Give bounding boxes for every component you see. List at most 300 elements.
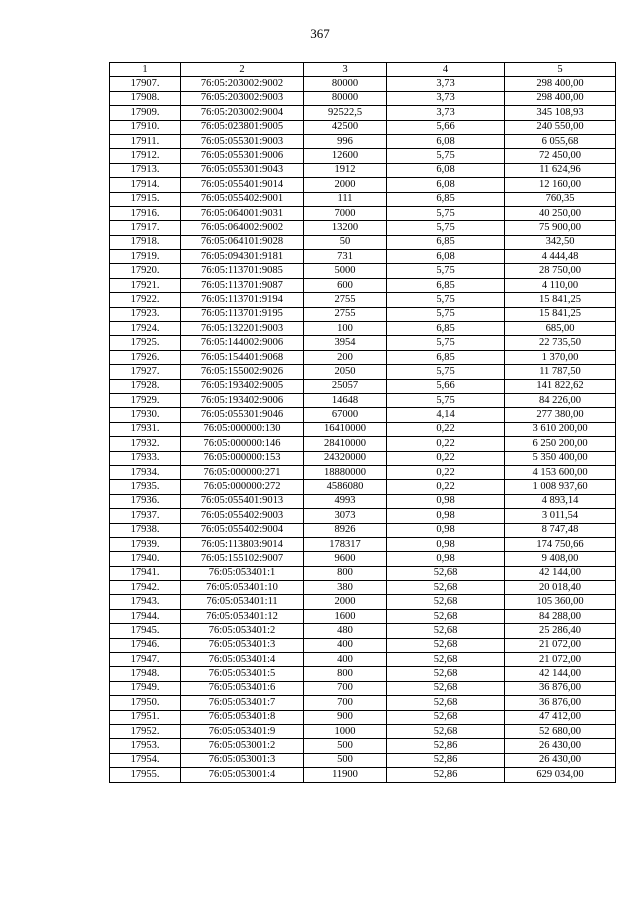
cadastral-number-cell: 76:05:053401:5 (181, 667, 304, 681)
cadastral-number-cell: 76:05:053401:10 (181, 581, 304, 595)
amount-cell: 15 841,25 (505, 293, 616, 307)
amount-cell: 141 822,62 (505, 379, 616, 393)
rate-cell: 4,14 (387, 408, 505, 422)
table-row (110, 163, 616, 177)
area-cell: 24320000 (304, 451, 387, 465)
amount-cell: 21 072,00 (505, 653, 616, 667)
table-row (110, 264, 616, 278)
cadastral-number-cell: 76:05:053401:1 (181, 566, 304, 580)
amount-cell: 3 011,54 (505, 509, 616, 523)
area-cell: 4993 (304, 494, 387, 508)
row-number-cell: 17921. (110, 278, 181, 292)
cadastral-number-cell: 76:05:055402:9004 (181, 523, 304, 537)
area-cell: 1600 (304, 609, 387, 623)
cadastral-number-cell: 76:05:155102:9007 (181, 552, 304, 566)
cadastral-number-cell: 76:05:064002:9002 (181, 221, 304, 235)
area-cell: 80000 (304, 91, 387, 105)
rate-cell: 52,68 (387, 696, 505, 710)
amount-cell: 8 747,48 (505, 523, 616, 537)
table-row (110, 422, 616, 436)
area-cell: 2000 (304, 595, 387, 609)
area-cell: 14648 (304, 393, 387, 407)
area-cell: 42500 (304, 120, 387, 134)
table-row (110, 178, 616, 192)
area-cell: 996 (304, 134, 387, 148)
amount-cell: 21 072,00 (505, 638, 616, 652)
rate-cell: 52,68 (387, 595, 505, 609)
row-number-cell: 17955. (110, 768, 181, 782)
amount-cell: 5 350 400,00 (505, 451, 616, 465)
page-number: 367 (310, 26, 330, 41)
amount-cell: 9 408,00 (505, 552, 616, 566)
row-number-cell: 17926. (110, 350, 181, 364)
row-number-cell: 17918. (110, 235, 181, 249)
table-row (110, 134, 616, 148)
rate-cell: 3,73 (387, 106, 505, 120)
table-row (110, 250, 616, 264)
area-cell: 13200 (304, 221, 387, 235)
amount-cell: 47 412,00 (505, 710, 616, 724)
table-row (110, 494, 616, 508)
rate-cell: 6,08 (387, 163, 505, 177)
row-number-cell: 17922. (110, 293, 181, 307)
amount-cell: 84 226,00 (505, 393, 616, 407)
column-header: 2 (181, 63, 304, 77)
area-cell: 4586080 (304, 480, 387, 494)
cadastral-number-cell: 76:05:053401:11 (181, 595, 304, 609)
area-cell: 731 (304, 250, 387, 264)
cadastral-number-cell: 76:05:203002:9004 (181, 106, 304, 120)
rate-cell: 5,75 (387, 149, 505, 163)
table-row (110, 624, 616, 638)
rate-cell: 0,98 (387, 523, 505, 537)
table-row (110, 480, 616, 494)
row-number-cell: 17951. (110, 710, 181, 724)
amount-cell: 22 735,50 (505, 336, 616, 350)
area-cell: 2050 (304, 365, 387, 379)
row-number-cell: 17925. (110, 336, 181, 350)
table-row (110, 221, 616, 235)
rate-cell: 0,98 (387, 509, 505, 523)
rate-cell: 6,85 (387, 235, 505, 249)
amount-cell: 4 110,00 (505, 278, 616, 292)
cadastral-number-cell: 76:05:113701:9194 (181, 293, 304, 307)
amount-cell: 25 286,40 (505, 624, 616, 638)
table-row (110, 278, 616, 292)
cadastral-number-cell: 76:05:113803:9014 (181, 537, 304, 551)
table-row (110, 465, 616, 479)
area-cell: 5000 (304, 264, 387, 278)
cadastral-number-cell: 76:05:203002:9003 (181, 91, 304, 105)
cadastral-number-cell: 76:05:064001:9031 (181, 206, 304, 220)
amount-cell: 277 380,00 (505, 408, 616, 422)
amount-cell: 1 370,00 (505, 350, 616, 364)
amount-cell: 174 750,66 (505, 537, 616, 551)
rate-cell: 0,98 (387, 537, 505, 551)
rate-cell: 5,75 (387, 336, 505, 350)
table-row (110, 710, 616, 724)
rate-cell: 6,08 (387, 134, 505, 148)
amount-cell: 36 876,00 (505, 681, 616, 695)
area-cell: 111 (304, 192, 387, 206)
row-number-cell: 17915. (110, 192, 181, 206)
header-row (110, 63, 616, 77)
cadastral-number-cell: 76:05:023801:9005 (181, 120, 304, 134)
cadastral-number-cell: 76:05:055301:9006 (181, 149, 304, 163)
table-row (110, 653, 616, 667)
area-cell: 800 (304, 667, 387, 681)
cadastral-number-cell: 76:05:053401:7 (181, 696, 304, 710)
amount-cell: 1 008 937,60 (505, 480, 616, 494)
cadastral-number-cell: 76:05:053401:8 (181, 710, 304, 724)
area-cell: 500 (304, 739, 387, 753)
row-number-cell: 17939. (110, 537, 181, 551)
cadastral-number-cell: 76:05:055301:9046 (181, 408, 304, 422)
rate-cell: 52,86 (387, 753, 505, 767)
amount-cell: 84 288,00 (505, 609, 616, 623)
cadastral-number-cell: 76:05:055402:9001 (181, 192, 304, 206)
row-number-cell: 17914. (110, 178, 181, 192)
cadastral-number-cell: 76:05:155002:9026 (181, 365, 304, 379)
table-row (110, 768, 616, 782)
amount-cell: 760,35 (505, 192, 616, 206)
row-number-cell: 17942. (110, 581, 181, 595)
rate-cell: 0,22 (387, 480, 505, 494)
amount-cell: 12 160,00 (505, 178, 616, 192)
table-row (110, 322, 616, 336)
area-cell: 700 (304, 681, 387, 695)
amount-cell: 36 876,00 (505, 696, 616, 710)
area-cell: 2755 (304, 307, 387, 321)
rate-cell: 52,68 (387, 581, 505, 595)
row-number-cell: 17924. (110, 322, 181, 336)
rate-cell: 5,66 (387, 120, 505, 134)
rate-cell: 5,66 (387, 379, 505, 393)
cadastral-number-cell: 76:05:000000:130 (181, 422, 304, 436)
row-number-cell: 17911. (110, 134, 181, 148)
table-row (110, 696, 616, 710)
column-header: 5 (505, 63, 616, 77)
cadastral-number-cell: 76:05:053001:3 (181, 753, 304, 767)
cadastral-number-cell: 76:05:055402:9003 (181, 509, 304, 523)
rate-cell: 5,75 (387, 307, 505, 321)
row-number-cell: 17932. (110, 437, 181, 451)
area-cell: 80000 (304, 77, 387, 91)
rate-cell: 0,22 (387, 465, 505, 479)
amount-cell: 6 250 200,00 (505, 437, 616, 451)
rate-cell: 52,68 (387, 624, 505, 638)
amount-cell: 4 153 600,00 (505, 465, 616, 479)
row-number-cell: 17946. (110, 638, 181, 652)
table-row (110, 667, 616, 681)
rate-cell: 5,75 (387, 293, 505, 307)
table-row (110, 336, 616, 350)
area-cell: 92522,5 (304, 106, 387, 120)
amount-cell: 26 430,00 (505, 739, 616, 753)
table-row (110, 681, 616, 695)
table-row (110, 566, 616, 580)
table-row (110, 77, 616, 91)
row-number-cell: 17953. (110, 739, 181, 753)
cadastral-number-cell: 76:05:055301:9043 (181, 163, 304, 177)
amount-cell: 52 680,00 (505, 724, 616, 738)
rate-cell: 52,86 (387, 768, 505, 782)
row-number-cell: 17931. (110, 422, 181, 436)
row-number-cell: 17945. (110, 624, 181, 638)
cadastral-number-cell: 76:05:193402:9006 (181, 393, 304, 407)
amount-cell: 6 055,68 (505, 134, 616, 148)
table-row (110, 451, 616, 465)
amount-cell: 42 144,00 (505, 667, 616, 681)
rate-cell: 52,68 (387, 681, 505, 695)
table-row (110, 365, 616, 379)
table-row (110, 638, 616, 652)
amount-cell: 75 900,00 (505, 221, 616, 235)
row-number-cell: 17936. (110, 494, 181, 508)
table-row (110, 235, 616, 249)
amount-cell: 15 841,25 (505, 307, 616, 321)
amount-cell: 42 144,00 (505, 566, 616, 580)
rate-cell: 6,08 (387, 250, 505, 264)
amount-cell: 105 360,00 (505, 595, 616, 609)
row-number-cell: 17917. (110, 221, 181, 235)
rate-cell: 3,73 (387, 91, 505, 105)
rate-cell: 52,68 (387, 653, 505, 667)
amount-cell: 298 400,00 (505, 77, 616, 91)
area-cell: 700 (304, 696, 387, 710)
amount-cell: 20 018,40 (505, 581, 616, 595)
amount-cell: 28 750,00 (505, 264, 616, 278)
row-number-cell: 17947. (110, 653, 181, 667)
area-cell: 178317 (304, 537, 387, 551)
table-row (110, 408, 616, 422)
rate-cell: 52,68 (387, 638, 505, 652)
table-row (110, 552, 616, 566)
table-row (110, 581, 616, 595)
row-number-cell: 17954. (110, 753, 181, 767)
row-number-cell: 17916. (110, 206, 181, 220)
table-row (110, 106, 616, 120)
rate-cell: 5,75 (387, 365, 505, 379)
area-cell: 28410000 (304, 437, 387, 451)
area-cell: 3073 (304, 509, 387, 523)
cadastral-number-cell: 76:05:203002:9002 (181, 77, 304, 91)
table-row (110, 307, 616, 321)
row-number-cell: 17937. (110, 509, 181, 523)
rate-cell: 52,68 (387, 609, 505, 623)
rate-cell: 52,68 (387, 566, 505, 580)
rate-cell: 6,08 (387, 178, 505, 192)
area-cell: 480 (304, 624, 387, 638)
table-row (110, 739, 616, 753)
area-cell: 900 (304, 710, 387, 724)
table-row (110, 393, 616, 407)
cadastral-number-cell: 76:05:055301:9003 (181, 134, 304, 148)
area-cell: 100 (304, 322, 387, 336)
table-row (110, 206, 616, 220)
table-row (110, 595, 616, 609)
area-cell: 400 (304, 653, 387, 667)
row-number-cell: 17950. (110, 696, 181, 710)
row-number-cell: 17930. (110, 408, 181, 422)
area-cell: 800 (304, 566, 387, 580)
table-row (110, 293, 616, 307)
cadastral-number-cell: 76:05:113701:9087 (181, 278, 304, 292)
amount-cell: 629 034,00 (505, 768, 616, 782)
cadastral-number-cell: 76:05:053401:12 (181, 609, 304, 623)
row-number-cell: 17929. (110, 393, 181, 407)
table-row (110, 120, 616, 134)
rate-cell: 0,98 (387, 494, 505, 508)
table-row (110, 379, 616, 393)
row-number-cell: 17934. (110, 465, 181, 479)
table-row (110, 609, 616, 623)
table-body (110, 77, 616, 782)
rate-cell: 6,85 (387, 278, 505, 292)
table-row (110, 437, 616, 451)
area-cell: 380 (304, 581, 387, 595)
cadastral-number-cell: 76:05:053001:2 (181, 739, 304, 753)
area-cell: 11900 (304, 768, 387, 782)
rate-cell: 6,85 (387, 322, 505, 336)
row-number-cell: 17935. (110, 480, 181, 494)
rate-cell: 52,68 (387, 724, 505, 738)
row-number-cell: 17943. (110, 595, 181, 609)
rate-cell: 0,22 (387, 437, 505, 451)
column-header: 4 (387, 63, 505, 77)
rate-cell: 6,85 (387, 192, 505, 206)
area-cell: 50 (304, 235, 387, 249)
rate-cell: 52,68 (387, 667, 505, 681)
area-cell: 600 (304, 278, 387, 292)
area-cell: 25057 (304, 379, 387, 393)
row-number-cell: 17908. (110, 91, 181, 105)
column-header: 1 (110, 63, 181, 77)
rate-cell: 52,68 (387, 710, 505, 724)
data-table (109, 62, 616, 783)
amount-cell: 11 787,50 (505, 365, 616, 379)
cadastral-number-cell: 76:05:000000:153 (181, 451, 304, 465)
cadastral-number-cell: 76:05:064101:9028 (181, 235, 304, 249)
cadastral-number-cell: 76:05:154401:9068 (181, 350, 304, 364)
area-cell: 7000 (304, 206, 387, 220)
row-number-cell: 17952. (110, 724, 181, 738)
amount-cell: 685,00 (505, 322, 616, 336)
rate-cell: 5,75 (387, 206, 505, 220)
table-header (110, 63, 616, 77)
table-row (110, 537, 616, 551)
amount-cell: 11 624,96 (505, 163, 616, 177)
amount-cell: 40 250,00 (505, 206, 616, 220)
row-number-cell: 17912. (110, 149, 181, 163)
rate-cell: 5,75 (387, 264, 505, 278)
amount-cell: 3 610 200,00 (505, 422, 616, 436)
table-row (110, 91, 616, 105)
rate-cell: 6,85 (387, 350, 505, 364)
cadastral-number-cell: 76:05:144002:9006 (181, 336, 304, 350)
row-number-cell: 17938. (110, 523, 181, 537)
amount-cell: 4 893,14 (505, 494, 616, 508)
rate-cell: 0,22 (387, 422, 505, 436)
row-number-cell: 17941. (110, 566, 181, 580)
cadastral-number-cell: 76:05:053401:9 (181, 724, 304, 738)
area-cell: 67000 (304, 408, 387, 422)
area-cell: 12600 (304, 149, 387, 163)
cadastral-number-cell: 76:05:000000:146 (181, 437, 304, 451)
area-cell: 200 (304, 350, 387, 364)
row-number-cell: 17928. (110, 379, 181, 393)
rate-cell: 52,86 (387, 739, 505, 753)
row-number-cell: 17948. (110, 667, 181, 681)
cadastral-number-cell: 76:05:113701:9195 (181, 307, 304, 321)
amount-cell: 345 108,93 (505, 106, 616, 120)
amount-cell: 4 444,48 (505, 250, 616, 264)
area-cell: 2000 (304, 178, 387, 192)
rate-cell: 0,22 (387, 451, 505, 465)
cadastral-number-cell: 76:05:053001:4 (181, 768, 304, 782)
row-number-cell: 17944. (110, 609, 181, 623)
row-number-cell: 17933. (110, 451, 181, 465)
amount-cell: 72 450,00 (505, 149, 616, 163)
area-cell: 9600 (304, 552, 387, 566)
table-row (110, 192, 616, 206)
area-cell: 1000 (304, 724, 387, 738)
cadastral-number-cell: 76:05:113701:9085 (181, 264, 304, 278)
row-number-cell: 17949. (110, 681, 181, 695)
cadastral-number-cell: 76:05:053401:3 (181, 638, 304, 652)
area-cell: 1912 (304, 163, 387, 177)
cadastral-number-cell: 76:05:055401:9014 (181, 178, 304, 192)
area-cell: 16410000 (304, 422, 387, 436)
row-number-cell: 17940. (110, 552, 181, 566)
row-number-cell: 17909. (110, 106, 181, 120)
rate-cell: 0,98 (387, 552, 505, 566)
area-cell: 500 (304, 753, 387, 767)
column-header: 3 (304, 63, 387, 77)
row-number-cell: 17910. (110, 120, 181, 134)
table-row (110, 350, 616, 364)
cadastral-number-cell: 76:05:193402:9005 (181, 379, 304, 393)
cadastral-number-cell: 76:05:053401:4 (181, 653, 304, 667)
row-number-cell: 17913. (110, 163, 181, 177)
row-number-cell: 17923. (110, 307, 181, 321)
cadastral-number-cell: 76:05:055401:9013 (181, 494, 304, 508)
area-cell: 3954 (304, 336, 387, 350)
area-cell: 2755 (304, 293, 387, 307)
area-cell: 18880000 (304, 465, 387, 479)
area-cell: 400 (304, 638, 387, 652)
rate-cell: 5,75 (387, 221, 505, 235)
table-row (110, 753, 616, 767)
amount-cell: 298 400,00 (505, 91, 616, 105)
cadastral-number-cell: 76:05:053401:6 (181, 681, 304, 695)
amount-cell: 342,50 (505, 235, 616, 249)
rate-cell: 5,75 (387, 393, 505, 407)
row-number-cell: 17927. (110, 365, 181, 379)
table-row (110, 149, 616, 163)
cadastral-number-cell: 76:05:000000:272 (181, 480, 304, 494)
cadastral-number-cell: 76:05:132201:9003 (181, 322, 304, 336)
table-row (110, 509, 616, 523)
cadastral-number-cell: 76:05:094301:9181 (181, 250, 304, 264)
amount-cell: 26 430,00 (505, 753, 616, 767)
cadastral-number-cell: 76:05:000000:271 (181, 465, 304, 479)
area-cell: 8926 (304, 523, 387, 537)
row-number-cell: 17920. (110, 264, 181, 278)
amount-cell: 240 550,00 (505, 120, 616, 134)
rate-cell: 3,73 (387, 77, 505, 91)
row-number-cell: 17919. (110, 250, 181, 264)
